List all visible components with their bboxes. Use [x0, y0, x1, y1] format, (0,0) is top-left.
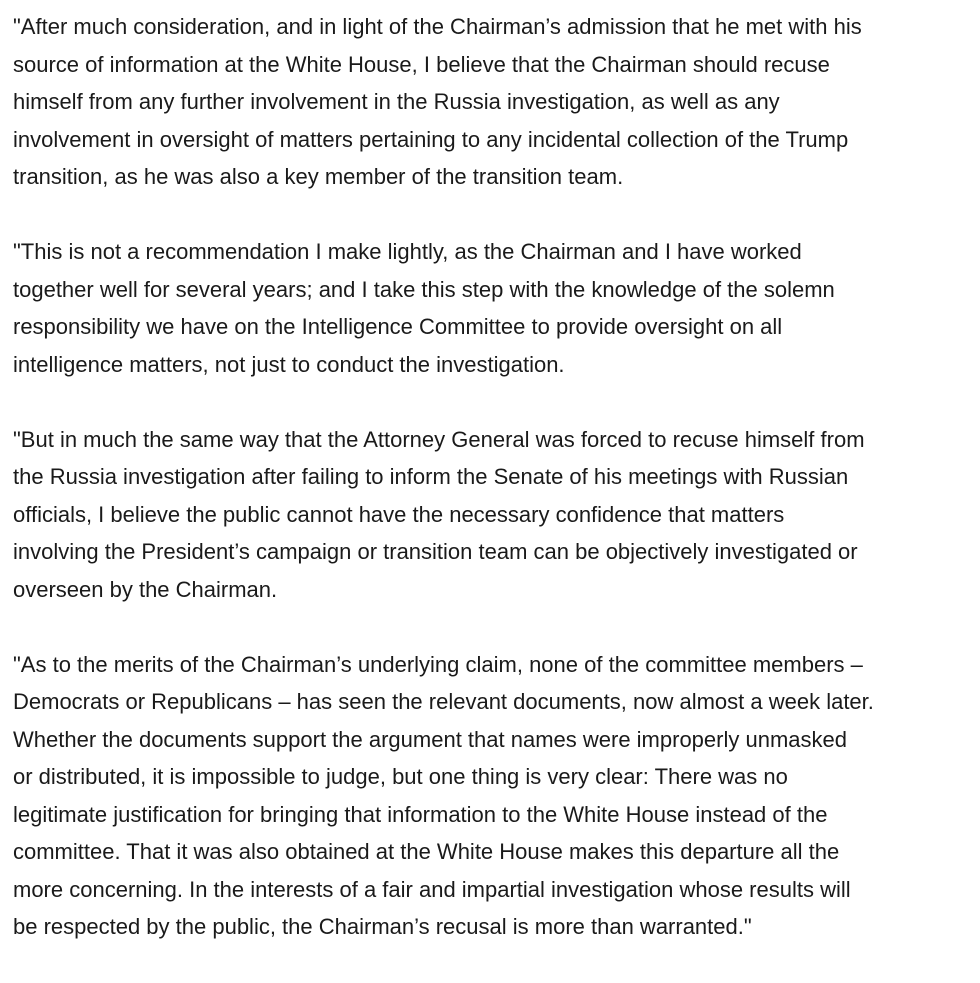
- text-line: transition, as he was also a key member of the transition team.: [13, 164, 624, 189]
- text-line: himself from any further involvement in the Russia investigation, as well as any: [13, 89, 780, 114]
- paragraph-2: [13, 233, 969, 383]
- paragraph-3: [13, 421, 969, 609]
- text-line: or distributed, it is impossible to judge, but one thing is very clear: There was no: [13, 764, 788, 789]
- text-line: "As to the merits of the Chairman’s underlying claim, none of the committee members –: [13, 651, 863, 677]
- text-line: officials, I believe the public cannot have the necessary confidence that matters: [13, 501, 785, 527]
- text-line: legitimate justification for bringing that information to the White House instead of the: [13, 801, 828, 827]
- statement-document: [13, 8, 969, 983]
- text-line: "But in much the same way that the Attorney General was forced to recuse himself from: [13, 426, 865, 452]
- text-line: be respected by the public, the Chairman’s recusal is more than warranted.": [13, 914, 752, 939]
- paragraph-1: [13, 8, 969, 196]
- text-line: responsibility we have on the Intelligence Committee to provide oversight on all: [13, 314, 783, 339]
- text-line: "After much consideration, and in light of the Chairman’s admission that he met with his: [13, 14, 862, 39]
- text-line: overseen by the Chairman.: [13, 576, 278, 602]
- paragraph-4: [13, 646, 969, 946]
- text-line: more concerning. In the interests of a fair and impartial investigation whose results will: [13, 876, 851, 902]
- text-line: the Russia investigation after failing to inform the Senate of his meetings with Russian: [13, 464, 849, 489]
- text-line: Whether the documents support the argument that names were improperly unmasked: [13, 726, 847, 752]
- text-line: intelligence matters, not just to conduct the investigation.: [13, 351, 565, 377]
- text-line: involvement in oversight of matters pertaining to any incidental collection of the Trump: [13, 126, 849, 152]
- text-line: committee. That it was also obtained at the White House makes this departure all the: [13, 839, 840, 864]
- text-line: source of information at the White House, I believe that the Chairman should recuse: [13, 51, 830, 77]
- text-line: Democrats or Republicans – has seen the relevant documents, now almost a week later.: [13, 689, 874, 714]
- text-line: "This is not a recommendation I make lightly, as the Chairman and I have worked: [13, 239, 802, 264]
- text-line: involving the President’s campaign or transition team can be objectively investigated or: [13, 539, 858, 564]
- text-line: together well for several years; and I take this step with the knowledge of the solemn: [13, 276, 835, 302]
